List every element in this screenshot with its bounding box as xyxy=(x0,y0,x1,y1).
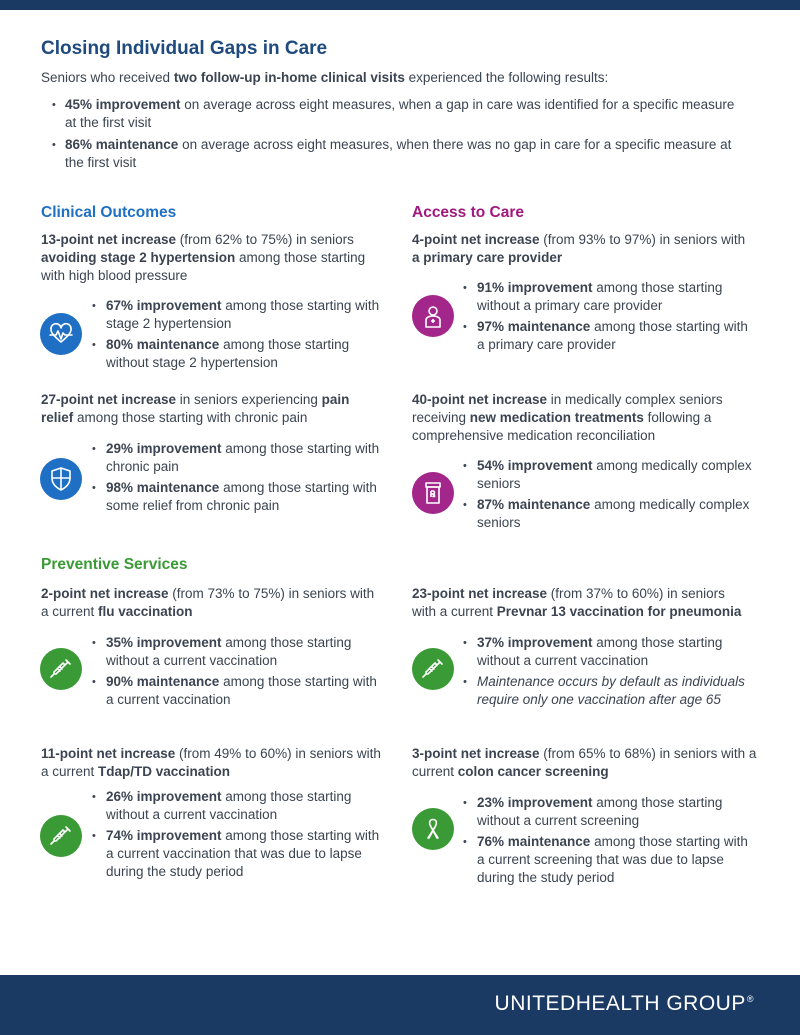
list-item: • 35% improvement among those starting without a current vaccination xyxy=(92,634,382,670)
clinical-outcomes-heading: Clinical Outcomes xyxy=(41,204,177,221)
list-item: • 54% improvement among medically complex seniors xyxy=(463,457,753,493)
list-item: • 98% maintenance among those starting with some relief from chronic pain xyxy=(92,479,382,515)
access-lead-2: 40-point net increase in medically complex seniors receiving new medication treatments following a comprehensive medication reconciliation xyxy=(412,392,723,443)
flu-bullets xyxy=(92,634,382,712)
list-item: • 23% improvement among those starting without a current screening xyxy=(463,794,753,830)
colon-bullets xyxy=(463,794,753,890)
syringe-icon xyxy=(40,648,82,690)
prescription-bottle-icon xyxy=(412,472,454,514)
list-item: • 67% improvement among those starting with stage 2 hypertension xyxy=(92,297,382,333)
intro-text: Seniors who received two follow-up in-home clinical visits experienced the following results: xyxy=(41,70,609,85)
list-item: • 90% maintenance among those starting with a current vaccination xyxy=(92,673,382,709)
intro-bullets xyxy=(52,96,742,176)
list-item: • 86% maintenance on average across eight measures, when there was no gap in care for a specific measure at the first visit xyxy=(52,136,742,172)
tdap-lead: 11-point net increase (from 49% to 60%) in seniors with a current Tdap/TD vaccination xyxy=(41,746,381,779)
ribbon-icon xyxy=(412,808,454,850)
top-bar xyxy=(0,0,800,10)
access-lead-1: 4-point net increase (from 93% to 97%) in seniors with a primary care provider xyxy=(412,232,746,265)
prevnar-lead: 23-point net increase (from 37% to 60%) in seniors with a current Prevnar 13 vaccination for pneumonia xyxy=(412,586,742,619)
access-bullets-1 xyxy=(463,279,753,357)
list-item: • 91% improvement among those starting without a primary care provider xyxy=(463,279,753,315)
list-item: • 87% maintenance among medically complex seniors xyxy=(463,496,753,532)
colon-lead: 3-point net increase (from 65% to 68%) in seniors with a current colon cancer screening xyxy=(412,746,757,779)
list-item: • 37% improvement among those starting without a current vaccination xyxy=(463,634,753,670)
heart-monitor-icon xyxy=(40,313,82,355)
clinical-bullets-2 xyxy=(92,440,382,518)
doctor-icon xyxy=(412,295,454,337)
list-item: • 80% maintenance among those starting without stage 2 hypertension xyxy=(92,336,382,372)
syringe-icon xyxy=(40,815,82,857)
footer-bar xyxy=(0,975,800,1035)
list-item: • 26% improvement among those starting without a current vaccination xyxy=(92,788,382,824)
unitedhealth-group-logo: UNITEDHEALTH GROUP® xyxy=(494,992,754,1015)
flu-lead: 2-point net increase (from 73% to 75%) in seniors with a current flu vaccination xyxy=(41,586,375,619)
list-item: • 74% improvement among those starting with a current vaccination that was due to lapse during the study period xyxy=(92,827,382,881)
shield-icon xyxy=(40,458,82,500)
access-bullets-2 xyxy=(463,457,753,535)
page-title: Closing Individual Gaps in Care xyxy=(41,38,328,59)
list-item: • 29% improvement among those starting with chronic pain xyxy=(92,440,382,476)
preventive-services-heading: Preventive Services xyxy=(41,556,188,573)
list-item-note: • Maintenance occurs by default as individuals require only one vaccination after age 65 xyxy=(463,673,753,709)
list-item: • 76% maintenance among those starting with a current screening that was due to lapse during the study period xyxy=(463,833,753,887)
list-item: • 45% improvement on average across eight measures, when a gap in care was identified for a specific measure at the first visit xyxy=(52,96,742,132)
clinical-lead-1: 13-point net increase (from 62% to 75%) in seniors avoiding stage 2 hypertension among those starting with high blood pressure xyxy=(41,232,366,283)
clinical-bullets-1 xyxy=(92,297,382,375)
access-to-care-heading: Access to Care xyxy=(412,204,525,221)
prevnar-bullets xyxy=(463,634,753,712)
tdap-bullets xyxy=(92,788,382,884)
list-item: • 97% maintenance among those starting with a primary care provider xyxy=(463,318,753,354)
syringe-icon xyxy=(412,648,454,690)
clinical-lead-2: 27-point net increase in seniors experiencing pain relief among those starting with chronic pain xyxy=(41,392,350,425)
